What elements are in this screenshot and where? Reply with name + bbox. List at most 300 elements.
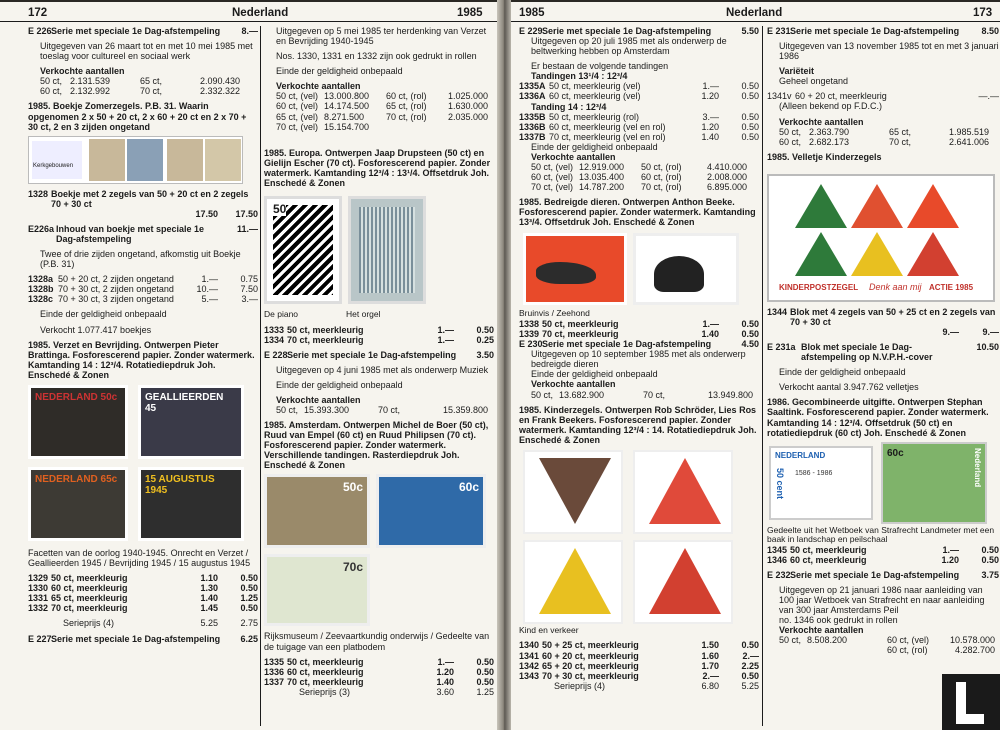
text-field: 1328b bbox=[28, 284, 54, 295]
text-field: 1586 - 1986 bbox=[795, 469, 833, 477]
text-field: 50 ct, bbox=[779, 126, 802, 137]
text-field: 1985. Amsterdam. Ontwerpen Michel de Boer (50 ct), Ruud van Empel (60 ct) en Ruud Philipsen (70 ct). Fosforescerend papier. Zonder watermerk. Verschillende tandingen. Rasterdiepdruk Joh. Enschedé & Zonen bbox=[264, 420, 489, 471]
text-field: 1332 bbox=[28, 603, 49, 614]
text-field: 70 ct, bbox=[378, 405, 401, 415]
text-field: 2.— bbox=[742, 650, 759, 661]
text-field: 1.20 bbox=[701, 91, 719, 102]
velletje-sheet bbox=[767, 174, 995, 302]
text-field: Blok met speciale 1e Dag-afstempeling op N.V.P.H.-cover bbox=[801, 342, 933, 363]
text-field: 0.50 bbox=[981, 544, 999, 555]
text-field: Serie met speciale 1e Dag-afstempeling bbox=[51, 26, 221, 36]
text-field: 60 ct, meerkleurig (vel en rol) bbox=[549, 121, 666, 132]
text-field: 3.50 bbox=[476, 349, 494, 360]
text-field: 13.035.400 bbox=[579, 172, 625, 183]
table-row bbox=[264, 657, 494, 667]
text-field: 65 ct, (vel) bbox=[276, 111, 319, 122]
text-field: 1.20 bbox=[941, 554, 959, 565]
text-field: 60 ct, (vel) bbox=[276, 101, 319, 112]
text-field: 2.132.992 bbox=[70, 86, 111, 97]
text-field: Er bestaan de volgende tandingen bbox=[531, 61, 669, 72]
text-field: 2.131.539 bbox=[70, 76, 111, 87]
text-field: 1.40 bbox=[200, 593, 218, 604]
text-field: 8.271.500 bbox=[324, 111, 365, 122]
text-field: 5.50 bbox=[741, 26, 759, 36]
text-field: 8.50 bbox=[981, 26, 999, 36]
text-field: 1343 bbox=[519, 670, 540, 681]
text-field: Serieprijs (4) bbox=[63, 618, 115, 629]
text-field: 50 + 20 ct, 2 zijden ongetand bbox=[58, 274, 174, 285]
text-field: 0.50 bbox=[741, 670, 759, 681]
text-field: Verkochte aantallen bbox=[531, 379, 616, 390]
text-field: 1341v bbox=[767, 91, 792, 102]
text-field: Verkocht aantal 3.947.762 velletjes bbox=[779, 382, 919, 393]
text-field: 1.45 bbox=[200, 603, 218, 614]
text-field: 8.— bbox=[241, 26, 258, 36]
text-field: Uitgegeven op 21 januari 1986 naar aanleiding van 100 jaar Wetboek van Strafrecht en naar aanleiding van 300 jaar Amsterdams Peil bbox=[779, 584, 985, 616]
text-field: 1336 bbox=[264, 666, 285, 677]
text-field: Einde der geldigheid onbepaald bbox=[276, 66, 403, 77]
text-field: Rijksmuseum / Zeevaartkundig onderwijs / Gedeelte van de tuigage van een platbodem bbox=[264, 631, 490, 652]
text-field: 0.50 bbox=[240, 573, 258, 584]
text-field: 15.393.300 bbox=[304, 405, 350, 415]
text-field: 11.— bbox=[236, 223, 258, 234]
text-field: 50 ct, meerkleurig (rol) bbox=[549, 111, 640, 122]
text-field: 70 + 30 ct, 2 zijden ongetand bbox=[58, 284, 174, 295]
page-number: 172 bbox=[28, 7, 48, 19]
text-field: 0.50 bbox=[476, 676, 494, 687]
text-field: Geheel ongetand bbox=[779, 76, 849, 87]
book-spine bbox=[497, 0, 511, 730]
text-field: Tanding 14 : 12³/4 bbox=[531, 101, 607, 112]
text-field: 10.— bbox=[196, 284, 218, 295]
right-column-1 bbox=[519, 26, 759, 728]
text-field: 3.— bbox=[702, 111, 719, 122]
text-field: Nos. 1330, 1331 en 1332 zijn ook gedrukt in rollen bbox=[276, 51, 477, 62]
text-field: 17.50 bbox=[195, 208, 218, 219]
text-field: 1339 bbox=[519, 329, 540, 340]
text-field: 50 ct, bbox=[276, 405, 299, 415]
text-field: 3.60 bbox=[436, 686, 454, 697]
text-field: Serie met speciale 1e Dag-afstempeling bbox=[790, 569, 960, 580]
text-field: Gedeelte uit het Wetboek van Strafrecht Landmeter met een baak in landschap en peilschaal bbox=[767, 524, 995, 545]
text-field: 9.— bbox=[942, 327, 959, 338]
left-page bbox=[0, 2, 497, 730]
column-rule bbox=[762, 26, 763, 726]
text-field: Verkochte aantallen bbox=[276, 394, 361, 405]
text-field: GEALLIEERDEN 45 bbox=[145, 391, 224, 415]
watermark-logo bbox=[942, 674, 1000, 730]
table-row bbox=[28, 573, 258, 583]
text-field: 70c bbox=[342, 560, 363, 575]
text-field: 60 ct, (vel) bbox=[531, 172, 574, 183]
text-field: 1344 bbox=[767, 306, 788, 317]
page-header bbox=[511, 6, 1000, 22]
text-field: NEDERLAND bbox=[775, 450, 826, 460]
text-field: 7.50 bbox=[240, 284, 258, 295]
text-field: Denk aan mij bbox=[869, 281, 922, 292]
text-field: 65 ct, bbox=[889, 126, 912, 137]
text-field: 0.50 bbox=[741, 640, 759, 651]
text-field: 1.30 bbox=[200, 583, 218, 594]
text-field: 5.— bbox=[201, 294, 218, 305]
text-field: 14.787.200 bbox=[579, 182, 625, 193]
text-field: 1337 bbox=[264, 676, 285, 687]
text-field: 8.508.200 bbox=[807, 635, 848, 646]
text-field: 70 ct, meerkleurig bbox=[51, 603, 128, 614]
verkocht-text: Verkocht 1.077.417 boekjes bbox=[40, 324, 152, 335]
table-row bbox=[264, 667, 494, 677]
table-row bbox=[264, 335, 494, 345]
e226-text: Uitgegeven van 26 maart tot en met 10 mei 1985 met toeslag voor cultureel en sociaal werk bbox=[40, 41, 253, 62]
text-field: 1985. Velletje Kinderzegels bbox=[767, 151, 882, 162]
text-field: 0.50 bbox=[476, 666, 494, 677]
text-field: 0.50 bbox=[741, 81, 759, 92]
text-field: (Alleen bekend op F.D.C.) bbox=[779, 101, 883, 112]
text-field: 70 ct, (vel) bbox=[276, 121, 319, 132]
text-field: 17.50 bbox=[235, 208, 258, 219]
text-field: 12.919.000 bbox=[579, 162, 625, 173]
column-rule bbox=[260, 26, 261, 726]
text-field: 1341 bbox=[519, 650, 540, 661]
text-field: 65 ct, meerkleurig bbox=[51, 593, 128, 604]
text-field: Verkochte aantallen bbox=[779, 116, 864, 127]
text-field: 2.682.173 bbox=[809, 136, 850, 147]
text-field: NEDERLAND 65c bbox=[35, 473, 118, 485]
text-field: Serie met speciale 1e Dag-afstempeling bbox=[287, 349, 457, 360]
text-field: Verkochte aantallen bbox=[276, 81, 361, 92]
text-field: E 229 bbox=[519, 26, 543, 36]
text-field: E 227 bbox=[28, 633, 52, 644]
text-field: 50 ct, meerkleurig (vel) bbox=[549, 81, 641, 92]
left-column-1 bbox=[28, 26, 258, 728]
bedreigde-stamps bbox=[519, 231, 744, 309]
text-field: 65 ct, (rol) bbox=[386, 101, 427, 112]
table-row bbox=[28, 583, 258, 593]
text-field: 65 ct, bbox=[140, 76, 163, 87]
text-field: Bruinvis / Zeehond bbox=[519, 308, 590, 319]
text-field: 0.50 bbox=[741, 319, 759, 329]
text-field: 1.— bbox=[437, 656, 454, 667]
text-field: 60 ct, (rol) bbox=[641, 172, 682, 183]
text-field: 60 + 20 ct, meerkleurig bbox=[542, 650, 639, 661]
e227-row bbox=[28, 634, 258, 644]
text-field: 1.— bbox=[702, 81, 719, 92]
e226-row bbox=[28, 26, 258, 36]
text-field: 2.035.000 bbox=[447, 111, 488, 122]
year-title: 1985 bbox=[457, 7, 483, 19]
text-field: 60c bbox=[458, 480, 479, 495]
text-field: 1342 bbox=[519, 660, 540, 671]
text-field: Boekje met 2 zegels van 50 + 20 ct en 2 zegels 70 + 30 ct bbox=[51, 188, 249, 209]
page-header bbox=[0, 6, 497, 22]
text-field: —.— bbox=[978, 91, 999, 102]
text-field: 70 ct, (rol) bbox=[641, 182, 682, 193]
verzet-heading: 1985. Verzet en Bevrijding. Ontwerpen Pieter Brattinga. Fosforescerend papier. Zonder watermerk. Kamtanding 14 : 12³/4. Rotatiediepdruk Joh. Enschedé & Zonen bbox=[28, 339, 255, 380]
text-field: 4.282.700 bbox=[954, 645, 995, 656]
text-field: 1338 bbox=[519, 319, 540, 329]
text-field: 15.359.800 bbox=[442, 405, 488, 415]
text-field: 70 + 30 ct, 3 zijden ongetand bbox=[58, 294, 174, 305]
text-field: 1.20 bbox=[701, 121, 719, 132]
text-field: 1330 bbox=[28, 583, 49, 594]
text-field: 4.50 bbox=[741, 339, 759, 350]
text-field: E226a bbox=[28, 223, 55, 234]
text-field: Variëteit bbox=[779, 66, 815, 77]
text-field: 5.25 bbox=[741, 680, 759, 691]
text-field: 0.50 bbox=[240, 603, 258, 614]
text-field: 60 ct, (vel) bbox=[887, 635, 930, 646]
text-field: 0.50 bbox=[240, 583, 258, 594]
sold-heading: Verkochte aantallen bbox=[40, 66, 125, 77]
text-field: Einde der geldigheid onbepaald bbox=[779, 367, 906, 378]
text-field: Verkochte aantallen bbox=[531, 151, 616, 162]
text-field: 2.75 bbox=[240, 618, 258, 629]
text-field: no. 1346 ook gedrukt in rollen bbox=[779, 615, 898, 626]
text-field: 1346 bbox=[767, 554, 788, 565]
e226a-row bbox=[28, 224, 258, 244]
text-field: 1331 bbox=[28, 593, 49, 604]
text-field: 50 cent bbox=[775, 467, 786, 499]
text-field: 15.154.700 bbox=[324, 121, 370, 132]
text-field: 1.025.000 bbox=[447, 91, 488, 102]
text-field: 0.25 bbox=[476, 334, 494, 345]
text-field: 50 ct, (vel) bbox=[276, 91, 319, 102]
text-field: 3.— bbox=[241, 294, 258, 305]
text-field: 2.090.430 bbox=[199, 76, 240, 87]
text-field: 50 ct, meerkleurig bbox=[287, 656, 364, 667]
text-field: 60 ct, meerkleurig (vel) bbox=[549, 91, 641, 102]
text-field: 1336A bbox=[519, 91, 546, 102]
text-field: 1.70 bbox=[701, 660, 719, 671]
text-field: 6.80 bbox=[701, 680, 719, 691]
text-field: E 232 bbox=[767, 569, 791, 580]
text-field: 1.60 bbox=[701, 650, 719, 661]
text-field: 1.40 bbox=[701, 131, 719, 142]
text-field: 1985. Bedreigde dieren. Ontwerpen Anthon Beeke. Fosforescerend papier. Zonder watermerk. Kamtanding 13³/4. Offsetdruk Joh. Enschedé & Zonen bbox=[519, 197, 756, 228]
text-field: KINDERPOSTZEGEL bbox=[779, 282, 859, 292]
text-field: 1335A bbox=[519, 81, 546, 92]
text-field: 1333 bbox=[264, 324, 285, 335]
text-field: 1329 bbox=[28, 573, 49, 584]
text-field: 1345 bbox=[767, 544, 788, 555]
text-field: 14.174.500 bbox=[324, 101, 370, 112]
text-field: 13.682.900 bbox=[559, 389, 605, 400]
text-field: 2.332.322 bbox=[199, 86, 240, 97]
text-field: 13.000.800 bbox=[324, 91, 370, 102]
text-field: 1.— bbox=[702, 319, 719, 329]
table-row bbox=[264, 677, 494, 687]
text-field: 60 ct, meerkleurig bbox=[790, 554, 867, 565]
text-field: 1.50 bbox=[701, 640, 719, 651]
text-field: 1340 bbox=[519, 640, 540, 651]
text-field: 9.— bbox=[982, 327, 999, 338]
text-field: 0.50 bbox=[741, 329, 759, 340]
text-field: 1.— bbox=[942, 544, 959, 555]
booklet-image bbox=[28, 136, 243, 184]
text-field: Uitgegeven op 4 juni 1985 met als onderwerp Muziek bbox=[276, 364, 489, 375]
text-field: 1985. Europa. Ontwerpen Jaap Drupsteen (50 ct) en Gielijn Escher (70 ct). Fosforescerend papier. Zonder watermerk. Kamtanding 12³/4 : 13¹/4. Offsetdruk Joh. Enschedé & Zonen bbox=[264, 147, 491, 188]
europa-captions bbox=[264, 310, 494, 320]
text-field: Serie met speciale 1e Dag-afstempeling bbox=[542, 26, 712, 36]
europa-stamps: 50 bbox=[264, 192, 489, 310]
text-field: 50 ct, meerkleurig bbox=[287, 324, 364, 335]
text-field: 2.008.000 bbox=[706, 172, 747, 183]
text-field: Nederland bbox=[726, 7, 783, 19]
text-field: 2.641.006 bbox=[948, 136, 989, 147]
text-field: 60 ct, bbox=[40, 86, 63, 97]
text-field: Uitgegeven op 5 mei 1985 ter herdenking van Verzet en Bevrijding 1940-1945 bbox=[276, 26, 487, 47]
text-field: 70 ct, meerkleurig (vel en rol) bbox=[549, 131, 666, 142]
text-field: Serie met speciale 1e Dag-afstempeling bbox=[542, 339, 712, 350]
text-field: 1.— bbox=[437, 334, 454, 345]
country-title: Nederland bbox=[232, 7, 289, 19]
text-field: E 231a bbox=[767, 342, 796, 353]
table-row bbox=[28, 603, 258, 613]
text-field: 1.25 bbox=[240, 593, 258, 604]
text-field: 50 + 25 ct, meerkleurig bbox=[542, 640, 639, 651]
text-field: 70 ct, meerkleurig bbox=[542, 329, 619, 340]
text-field: NEDERLAND 50c bbox=[35, 391, 118, 403]
text-field: 50 ct, meerkleurig bbox=[51, 573, 128, 584]
gecomb-stamps bbox=[767, 442, 995, 526]
right-page bbox=[511, 2, 1000, 730]
text-field: 1986. Gecombineerde uitgifte. Ontwerpen Stephan Saaltink. Fosforescerend papier. Zonder watermerk. Kamtanding 14 : 12³/4. Offsetdruk (50 ct) en rotatiediepdruk (60 ct) Joh. Enschedé & Zonen bbox=[767, 397, 989, 438]
text-field: 70 ct, meerkleurig bbox=[287, 334, 364, 345]
text-field: Uitgegeven van 13 november 1985 tot en met 3 januari 1986 bbox=[779, 41, 999, 62]
text-field: Serie met speciale 1e Dag-afstempeling bbox=[51, 633, 221, 644]
text-field: 0.50 bbox=[476, 324, 494, 335]
text-field: 1.10 bbox=[200, 573, 218, 584]
text-field: 60 ct, meerkleurig bbox=[51, 583, 128, 594]
text-field: Serieprijs (3) bbox=[299, 686, 351, 697]
text-field: 1328 bbox=[28, 188, 49, 199]
text-field: Blok met 4 zegels van 50 + 25 ct en 2 zegels van 70 + 30 ct bbox=[790, 306, 996, 327]
text-field: 65 + 20 ct, meerkleurig bbox=[542, 660, 639, 671]
text-field: 1335B bbox=[519, 111, 546, 122]
text-field: 1.20 bbox=[436, 666, 454, 677]
text-field: 6.25 bbox=[240, 633, 258, 644]
text-field: E 226 bbox=[28, 26, 52, 36]
text-field: 70 ct, meerkleurig bbox=[287, 676, 364, 687]
text-field: 50 ct, bbox=[779, 635, 802, 646]
text-field: Einde der geldigheid onbepaald bbox=[40, 309, 167, 320]
text-field: 0.50 bbox=[741, 91, 759, 102]
text-field: 1.— bbox=[437, 324, 454, 335]
sold-row bbox=[28, 76, 258, 86]
text-field: 1.40 bbox=[701, 329, 719, 340]
text-field: Einde der geldigheid onbepaald bbox=[531, 141, 658, 152]
page-number: 173 bbox=[973, 7, 993, 19]
text-field: 1.40 bbox=[436, 676, 454, 687]
left-column-2 bbox=[264, 26, 494, 728]
text-field: 1.— bbox=[201, 274, 218, 285]
text-field: 5.25 bbox=[200, 618, 218, 629]
text-field: Uitgegeven op 10 september 1985 met als onderwerp bedreigde dieren bbox=[531, 349, 746, 370]
text-field: 1.630.000 bbox=[447, 101, 488, 112]
boekje-heading: 1985. Boekje Zomerzegels. P.B. 31. Waarin opgenomen 2 x 50 + 20 ct, 2 x 60 + 20 ct en 2 x 70 + 30 ct, 2 en 3 zijden ongetand bbox=[28, 101, 247, 132]
text-field: 10.578.000 bbox=[949, 635, 995, 646]
text-field: 15 AUGUSTUS 1945 bbox=[145, 473, 215, 497]
right-column-2 bbox=[767, 26, 999, 728]
text-field: E 231 bbox=[767, 26, 791, 36]
kinder-stamps bbox=[519, 448, 744, 626]
text-field: Verkochte aantallen bbox=[779, 625, 864, 636]
text-field: Nederland bbox=[973, 447, 982, 487]
text-field: 13.949.800 bbox=[707, 389, 753, 400]
text-field: 1337B bbox=[519, 131, 546, 142]
text-field: 2.— bbox=[702, 670, 719, 681]
text-field: 10.50 bbox=[976, 342, 999, 353]
text-field: 1985. Kinderzegels. Ontwerpen Rob Schröder, Lies Ros en Frank Beekers. Fosforescerend papier. Zonder watermerk. Kamtanding 12³/4 : 14. Rotatiediepdruk Joh. Enschedé & Zonen bbox=[519, 404, 757, 445]
text-field: 70 ct, (vel) bbox=[531, 182, 574, 193]
text-field: De piano bbox=[264, 309, 299, 320]
text-field: 1328c bbox=[28, 294, 54, 305]
text-field: Het orgel bbox=[346, 309, 381, 320]
text-field: 50 ct, meerkleurig bbox=[542, 319, 619, 329]
text-field: 60 + 20 ct, meerkleurig bbox=[795, 91, 887, 102]
text-field: Uitgegeven op 20 juli 1985 met als onderwerp de beltwerking hebben op Amsterdam bbox=[531, 36, 727, 57]
text-field: Tandingen 13¹/4 : 12³/4 bbox=[531, 71, 628, 82]
text-field: 1334 bbox=[264, 334, 285, 345]
amsterdam-stamps bbox=[264, 474, 489, 626]
text-field: 2.25 bbox=[741, 660, 759, 671]
sold-row bbox=[28, 86, 258, 96]
text-field: 0.50 bbox=[476, 656, 494, 667]
text-field: ACTIE 1985 bbox=[929, 282, 974, 292]
text-field: E 228 bbox=[264, 349, 288, 360]
text-field: 1.25 bbox=[476, 686, 494, 697]
text-field: 60 ct, (rol) bbox=[386, 91, 427, 102]
text-field: 50 ct, (rol) bbox=[641, 162, 682, 173]
text-field: 70 + 30 ct, meerkleurig bbox=[542, 670, 639, 681]
text-field: 1.985.519 bbox=[948, 126, 989, 137]
text-field: 50 ct, bbox=[531, 389, 554, 400]
text-field: 3.75 bbox=[981, 569, 999, 580]
text-field: 50c bbox=[342, 480, 363, 495]
text-field: E 230 bbox=[519, 339, 543, 350]
serieprijs-row bbox=[28, 618, 258, 628]
text-field: 0.50 bbox=[741, 131, 759, 142]
text-field: 1336B bbox=[519, 121, 546, 132]
table-row bbox=[264, 325, 494, 335]
text-field: 0.50 bbox=[981, 554, 999, 565]
text-field: 60 ct, bbox=[779, 136, 802, 147]
text-field: Kind en verkeer bbox=[519, 624, 579, 635]
text-field: 0.75 bbox=[240, 274, 258, 285]
text-field: 50 ct, (vel) bbox=[531, 162, 574, 173]
text-field: 1985 bbox=[519, 7, 545, 19]
text-field: 50 ct, meerkleurig bbox=[790, 544, 867, 555]
e226a-text: Twee of drie zijden ongetand, afkomstig uit Boekje (P.B. 31) bbox=[40, 249, 241, 270]
text-field: 4.410.000 bbox=[706, 162, 747, 173]
text-field: Einde der geldigheid onbepaald bbox=[276, 379, 403, 390]
text-field: 60 ct, meerkleurig bbox=[287, 666, 364, 677]
text-field: 60 ct, (rol) bbox=[887, 645, 928, 656]
facetten-text: Facetten van de oorlog 1940-1945. Onrecht en Verzet / Geallieerden 1945 / Bevrijding 1945 / 15 augustus 1945 bbox=[28, 547, 251, 569]
text-field: Einde der geldigheid onbepaald bbox=[531, 369, 658, 380]
text-field: 70 ct, bbox=[140, 86, 163, 97]
text-field: 0.50 bbox=[741, 121, 759, 132]
booklet-label: Kerkgebouwen bbox=[33, 162, 74, 169]
text-field: 70 ct, bbox=[889, 136, 912, 147]
text-field: Serieprijs (4) bbox=[554, 680, 606, 691]
text-field: Inhoud van boekje met speciale 1e Dag-afstempeling bbox=[56, 223, 205, 245]
text-field: 2.363.790 bbox=[809, 126, 850, 137]
text-field: 6.895.000 bbox=[706, 182, 747, 193]
text-field: 60c bbox=[887, 447, 904, 459]
verzet-stamps bbox=[28, 385, 248, 543]
text-field: 70 ct, (rol) bbox=[386, 111, 427, 122]
